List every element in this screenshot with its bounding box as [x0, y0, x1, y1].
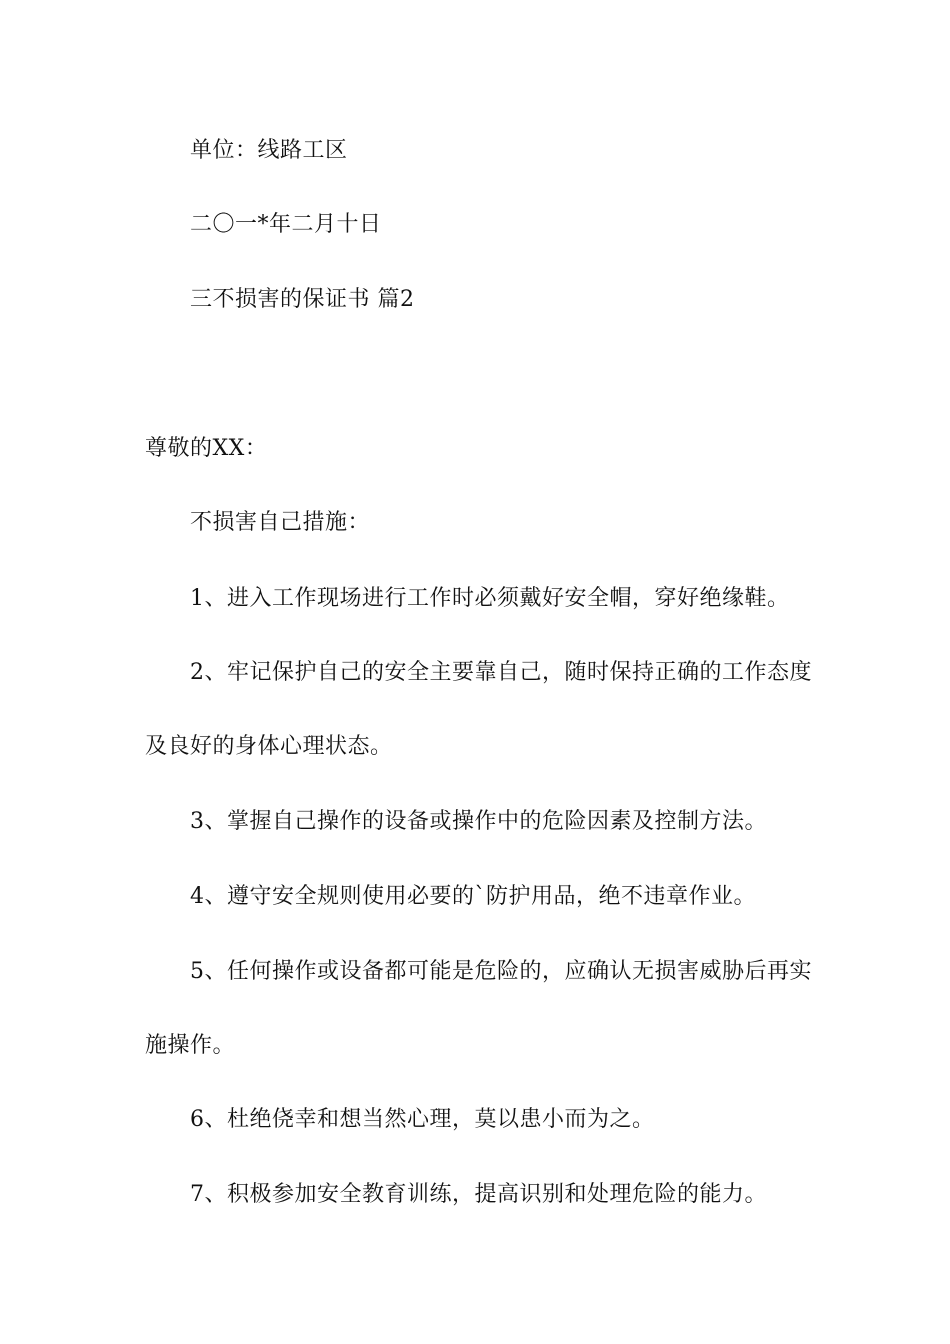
item-5-continued: 施操作。: [145, 1033, 236, 1058]
item-6: 6、杜绝侥幸和想当然心理，莫以患小而为之。: [190, 1107, 655, 1132]
section-heading: 三不损害的保证书 篇2: [190, 287, 415, 312]
item-3: 3、掌握自己操作的设备或操作中的危险因素及控制方法。: [190, 809, 767, 834]
item-5: 5、任何操作或设备都可能是危险的，应确认无损害威胁后再实: [190, 959, 812, 984]
unit-line: 单位：线路工区: [190, 138, 348, 163]
item-7: 7、积极参加安全教育训练，提高识别和处理危险的能力。: [190, 1182, 767, 1207]
item-2: 2、牢记保护自己的安全主要靠自己，随时保持正确的工作态度: [190, 660, 812, 685]
measures-heading: 不损害自己措施：: [190, 510, 371, 535]
date-line: 二〇一*年二月十日: [190, 212, 382, 237]
item-2-continued: 及良好的身体心理状态。: [145, 734, 393, 759]
item-1: 1、进入工作现场进行工作时必须戴好安全帽，穿好绝缘鞋。: [190, 586, 790, 611]
salutation: 尊敬的XX：: [145, 436, 268, 461]
item-4: 4、遵守安全规则使用必要的`防护用品，绝不违章作业。: [190, 884, 756, 909]
